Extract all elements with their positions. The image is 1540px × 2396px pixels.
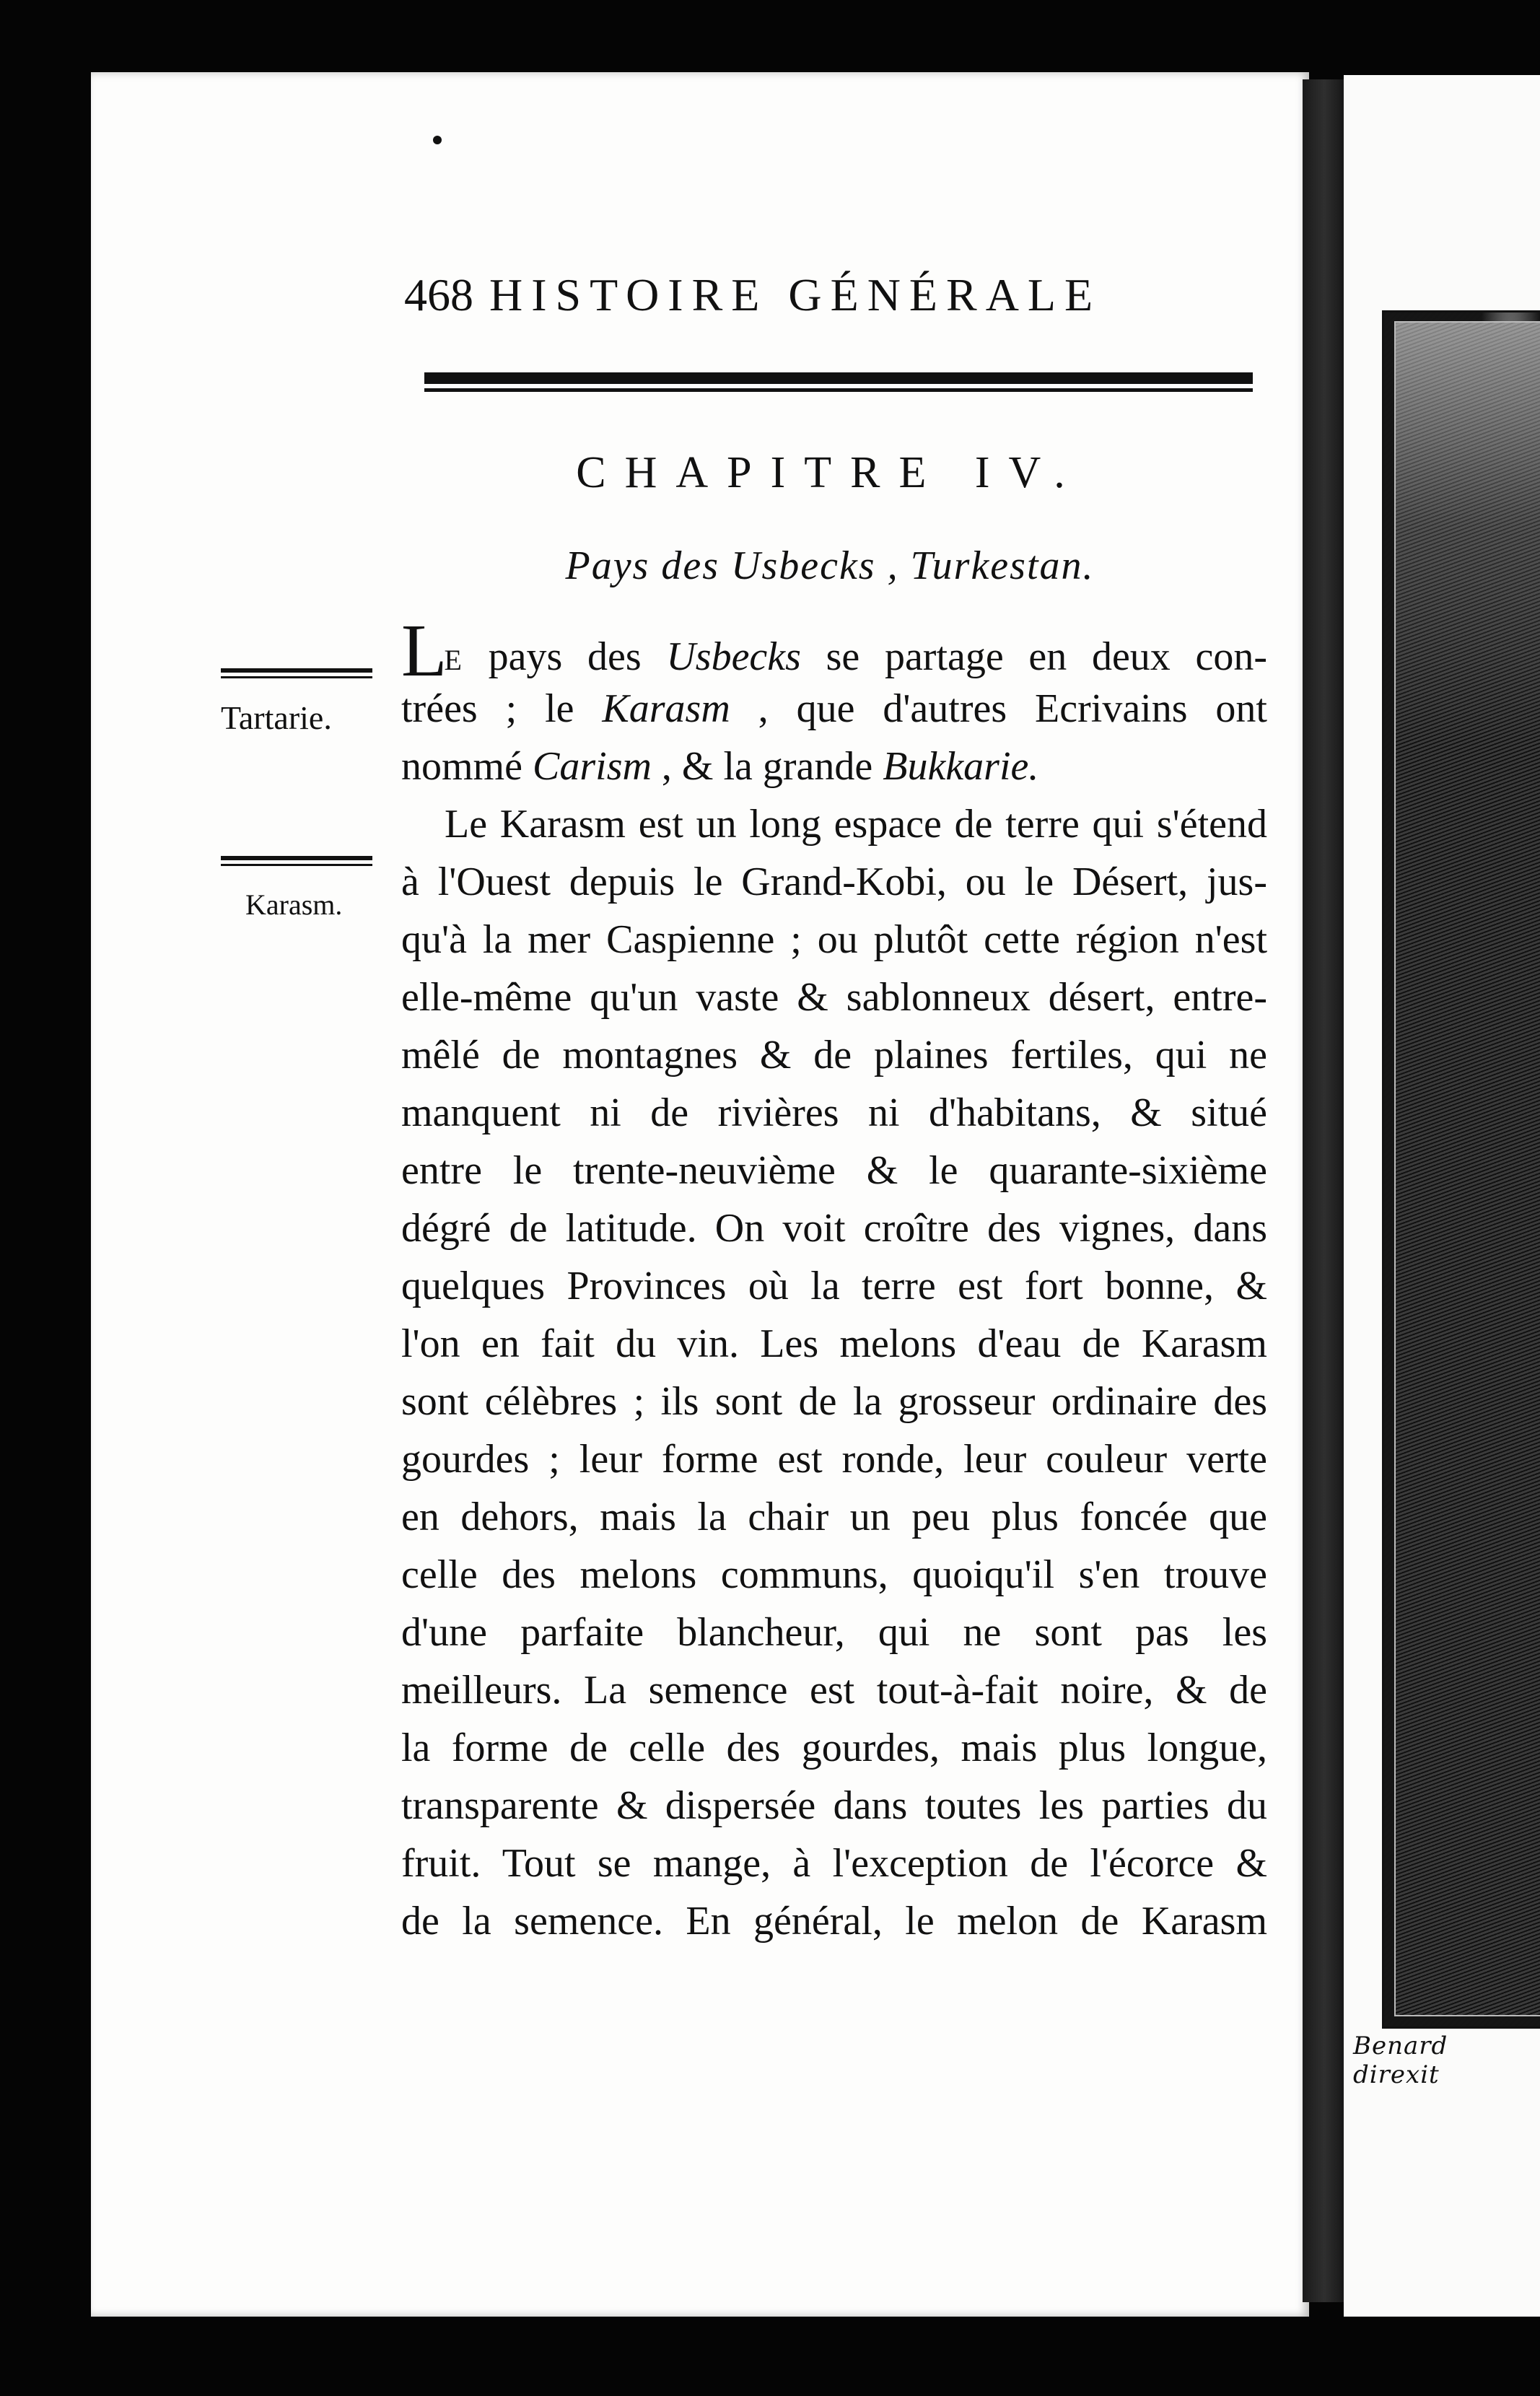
running-header bbox=[404, 268, 1256, 322]
subtitle-part-italic: Usbecks bbox=[731, 543, 876, 588]
text-segment: de la semence. En général, le melon de Karasm bbox=[401, 1899, 1267, 1944]
text-segment: l'on en fait du vin. Les melons d'eau de Karasm bbox=[401, 1321, 1267, 1366]
text-segment: la forme de celle des gourdes, mais plus longue, bbox=[401, 1726, 1267, 1770]
header-rule-thin bbox=[424, 388, 1253, 392]
text-line bbox=[401, 1084, 1267, 1142]
text-segment: à l'Ouest depuis le Grand-Kobi, ou le Désert, jus- bbox=[401, 860, 1267, 904]
text-line bbox=[401, 1546, 1267, 1604]
body-text bbox=[401, 609, 1267, 1950]
chapter-title: CHAPITRE IV. bbox=[576, 448, 1084, 497]
text-line bbox=[401, 1430, 1267, 1488]
text-segment: sont célèbres ; ils sont de la grosseur ordinaire des bbox=[401, 1379, 1267, 1424]
italic-term: Bukkarie. bbox=[883, 744, 1039, 789]
ink-speck bbox=[433, 136, 442, 144]
text-segment: qu'à la mer Caspienne ; ou plutôt cette région n'est bbox=[401, 917, 1267, 962]
text-segment: Le Karasm est un long espace de terre qui s'étend bbox=[445, 802, 1267, 847]
text-segment: en dehors, mais la chair un peu plus foncée que bbox=[401, 1495, 1267, 1539]
text-segment: elle-même qu'un vaste & sablonneux désert, entre- bbox=[401, 975, 1267, 1020]
text-line bbox=[401, 1257, 1267, 1315]
text-line bbox=[401, 609, 1267, 692]
text-segment: meilleurs. La semence est tout-à-fait noire, & de bbox=[401, 1668, 1267, 1713]
text-segment: d'une parfaite blancheur, qui ne sont pas les bbox=[401, 1610, 1267, 1655]
text-line bbox=[401, 1026, 1267, 1084]
header-rule-thick bbox=[424, 372, 1253, 384]
text-line bbox=[401, 1835, 1267, 1892]
text-line bbox=[401, 1719, 1267, 1777]
text-segment: trées ; le bbox=[401, 686, 603, 731]
margin-note-tartarie: Tartarie. bbox=[221, 699, 332, 736]
text-line bbox=[401, 1488, 1267, 1546]
margin-rule-tartarie bbox=[221, 668, 372, 678]
text-line bbox=[401, 853, 1267, 911]
subtitle-part-italic: Turkestan. bbox=[910, 543, 1095, 588]
chapter-subtitle bbox=[404, 543, 1256, 589]
text-segment: entre le trente-neuvième & le quarante-sixième bbox=[401, 1148, 1267, 1193]
text-line bbox=[401, 1315, 1267, 1373]
text-line bbox=[401, 1604, 1267, 1661]
text-line bbox=[401, 1777, 1267, 1835]
drop-cap: L bbox=[401, 609, 445, 692]
italic-term: Usbecks bbox=[666, 634, 801, 679]
running-title: HISTOIRE GÉNÉRALE bbox=[489, 269, 1102, 320]
text-segment: pays des bbox=[463, 634, 667, 679]
italic-term: Karasm bbox=[602, 686, 730, 731]
text-segment: , & la grande bbox=[651, 744, 883, 789]
text-segment: se partage en deux con- bbox=[800, 634, 1267, 679]
text-segment: manquent ni de rivières ni d'habitans, & situé bbox=[401, 1090, 1267, 1135]
text-line bbox=[401, 680, 1267, 738]
book-gutter bbox=[1303, 79, 1346, 2302]
subtitle-part: Pays des bbox=[565, 543, 731, 588]
text-segment: fruit. Tout se mange, à l'exception de l'écorce & bbox=[401, 1841, 1267, 1886]
text-line bbox=[401, 1199, 1267, 1257]
text-segment: quelques Provinces où la terre est fort bonne, & bbox=[401, 1264, 1267, 1308]
margin-rule-karasm bbox=[221, 856, 372, 866]
text-line bbox=[401, 1373, 1267, 1430]
header-rule bbox=[424, 372, 1253, 392]
margin-note-karasm: Karasm. bbox=[245, 888, 343, 921]
text-line bbox=[401, 1892, 1267, 1950]
subtitle-part: , bbox=[875, 543, 911, 588]
text-segment: celle des melons communs, quoiqu'il s'en trouve bbox=[401, 1552, 1267, 1597]
text-line bbox=[401, 795, 1267, 853]
engraved-plate-image bbox=[1394, 321, 1540, 2016]
text-segment: transparente & dispersée dans toutes les parties du bbox=[401, 1783, 1267, 1828]
italic-term: Carism bbox=[532, 744, 652, 789]
page-number: 468 bbox=[404, 269, 473, 320]
text-segment: , que d'autres Ecrivains ont bbox=[730, 686, 1267, 731]
text-line bbox=[401, 1142, 1267, 1199]
text-line bbox=[401, 911, 1267, 969]
text-line bbox=[401, 969, 1267, 1026]
text-segment: nommé bbox=[401, 744, 533, 789]
text-segment: mêlé de montagnes & de plaines fertiles, qui ne bbox=[401, 1033, 1267, 1077]
text-line bbox=[401, 1661, 1267, 1719]
text-segment: gourdes ; leur forme est ronde, leur couleur verte bbox=[401, 1437, 1267, 1482]
text-segment: dégré de latitude. On voit croître des vignes, dans bbox=[401, 1206, 1267, 1251]
small-caps: E bbox=[444, 644, 463, 676]
text-line bbox=[401, 738, 1267, 795]
plate-credit: Benard direxit bbox=[1353, 2032, 1448, 2089]
